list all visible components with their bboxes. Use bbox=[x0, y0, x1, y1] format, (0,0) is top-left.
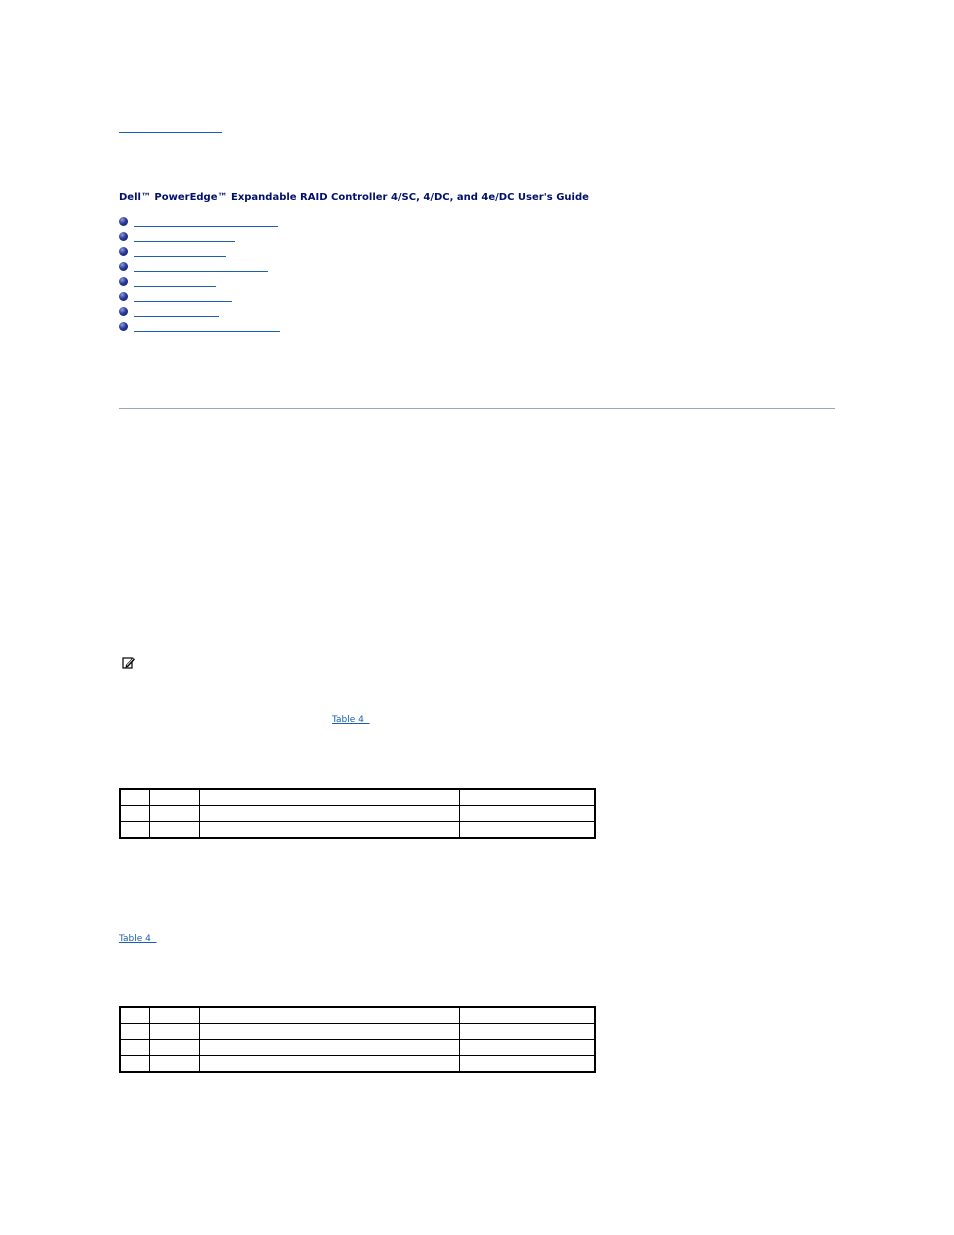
table-cell bbox=[149, 1056, 199, 1073]
table-cell bbox=[120, 806, 149, 822]
table-cell bbox=[149, 1040, 199, 1056]
table-cell bbox=[120, 789, 149, 806]
toc-link[interactable] bbox=[134, 290, 232, 302]
table-row bbox=[120, 1056, 595, 1073]
table-cell bbox=[459, 789, 595, 806]
bullet-sphere-icon bbox=[119, 247, 128, 256]
note-pencil-icon bbox=[122, 655, 136, 669]
table-cell bbox=[459, 1056, 595, 1073]
table-cell bbox=[199, 822, 459, 839]
table-cell bbox=[199, 789, 459, 806]
table-row bbox=[120, 1040, 595, 1056]
toc-link[interactable] bbox=[134, 320, 280, 332]
table-row bbox=[120, 806, 595, 822]
table-cell bbox=[199, 1007, 459, 1024]
table-4-link[interactable]: Table 4 bbox=[332, 715, 370, 725]
table-4-link[interactable]: Table 4 bbox=[119, 934, 157, 944]
bullet-sphere-icon bbox=[119, 322, 128, 331]
table-row bbox=[120, 789, 595, 806]
bullet-sphere-icon bbox=[119, 277, 128, 286]
table-row bbox=[120, 1007, 595, 1024]
guide-title: Dell™ PowerEdge™ Expandable RAID Controller 4/SC, 4/DC, and 4e/DC User's Guide bbox=[119, 192, 589, 203]
spec-table-2 bbox=[119, 1006, 596, 1073]
table-cell bbox=[120, 1056, 149, 1073]
table-cell bbox=[199, 1024, 459, 1040]
table-cell bbox=[459, 1040, 595, 1056]
bullet-sphere-icon bbox=[119, 307, 128, 316]
bullet-sphere-icon bbox=[119, 217, 128, 226]
bullet-sphere-icon bbox=[119, 292, 128, 301]
table-cell bbox=[459, 806, 595, 822]
back-to-contents-link[interactable] bbox=[119, 120, 222, 133]
spec-table-1 bbox=[119, 788, 596, 839]
toc-link[interactable] bbox=[134, 275, 216, 287]
toc-link[interactable] bbox=[134, 245, 226, 257]
table-cell bbox=[149, 1007, 199, 1024]
table-cell bbox=[149, 789, 199, 806]
bullet-sphere-icon bbox=[119, 232, 128, 241]
table-cell bbox=[459, 1007, 595, 1024]
section-divider bbox=[119, 408, 835, 409]
table-cell bbox=[120, 1024, 149, 1040]
table-cell bbox=[149, 806, 199, 822]
table-cell bbox=[149, 822, 199, 839]
table-cell bbox=[120, 1040, 149, 1056]
table-cell bbox=[459, 822, 595, 839]
table-cell bbox=[120, 1007, 149, 1024]
table-row bbox=[120, 1024, 595, 1040]
toc-link[interactable] bbox=[134, 260, 268, 272]
table-cell bbox=[459, 1024, 595, 1040]
table-cell bbox=[199, 806, 459, 822]
table-cell bbox=[199, 1056, 459, 1073]
toc-link[interactable] bbox=[134, 230, 235, 242]
bullet-sphere-icon bbox=[119, 262, 128, 271]
toc-link[interactable] bbox=[134, 215, 278, 227]
toc-link[interactable] bbox=[134, 305, 219, 317]
table-row bbox=[120, 822, 595, 839]
table-cell bbox=[199, 1040, 459, 1056]
table-cell bbox=[120, 822, 149, 839]
table-cell bbox=[149, 1024, 199, 1040]
